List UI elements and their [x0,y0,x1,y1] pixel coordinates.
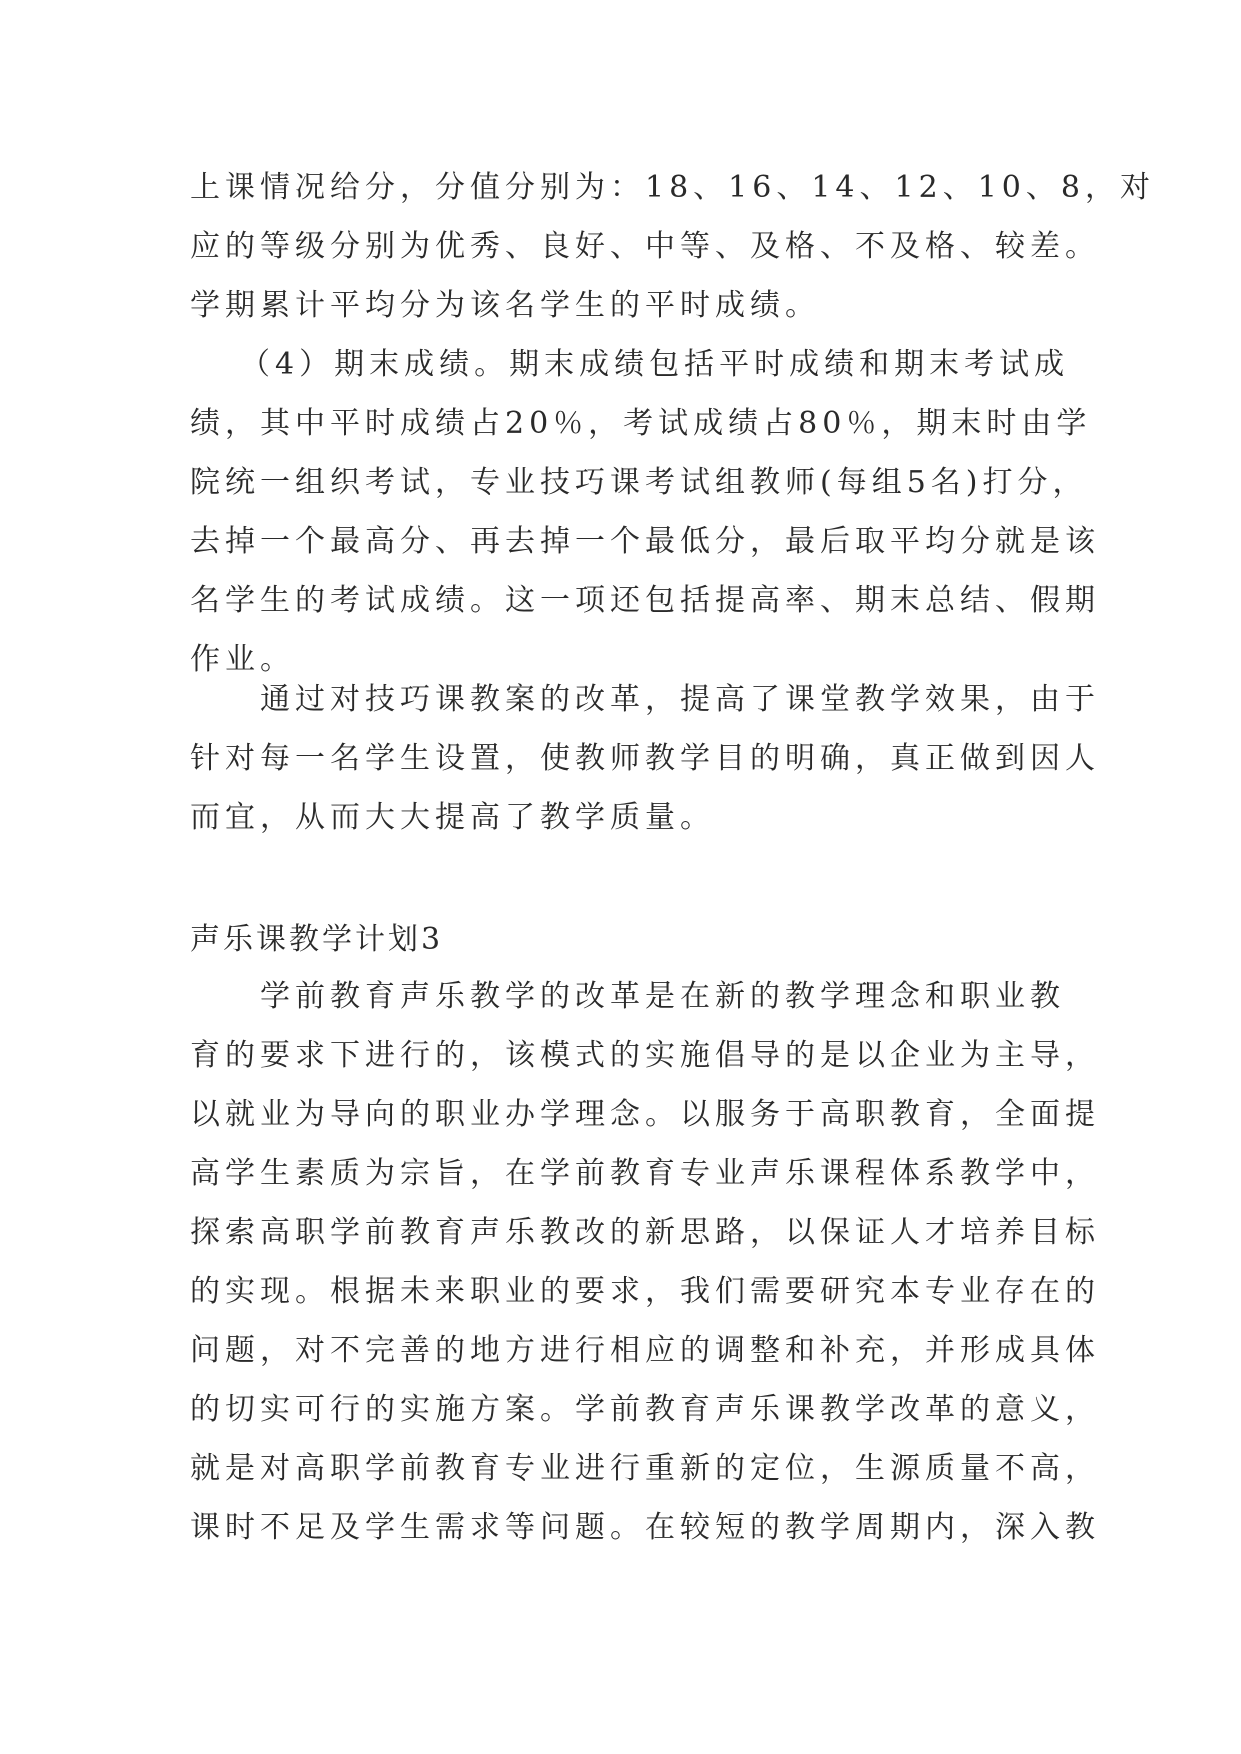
section-heading: 声乐课教学计划3 [190,922,444,957]
text-line: 学期累计平均分为该名学生的平时成绩。 [190,288,820,323]
text-line: （4）期末成绩。期末成绩包括平时成绩和期末考试成 [240,347,1070,382]
text-line: 育的要求下进行的，该模式的实施倡导的是以企业为主导， [190,1038,1100,1073]
text-line: 去掉一个最高分、再去掉一个最低分，最后取平均分就是该 [190,524,1100,559]
text-line: 高学生素质为宗旨，在学前教育专业声乐课程体系教学中， [190,1156,1100,1191]
text-line: 名学生的考试成绩。这一项还包括提高率、期末总结、假期 [190,583,1100,618]
text-line: 就是对高职学前教育专业进行重新的定位，生源质量不高， [190,1451,1100,1486]
text-line: 作业。 [190,642,295,677]
document-body-top [190,158,1155,689]
text-line: 院统一组织考试，专业技巧课考试组教师(每组5名)打分， [190,465,1088,500]
text-line: 课时不足及学生需求等问题。在较短的教学周期内，深入教 [190,1510,1100,1545]
text-line: 以就业为导向的职业办学理念。以服务于高职教育，全面提 [190,1097,1100,1132]
text-line: 绩，其中平时成绩占20％，考试成绩占80％，期末时由学 [190,406,1092,441]
text-line: 应的等级分别为优秀、良好、中等、及格、不及格、较差。 [190,229,1100,264]
text-line: 探索高职学前教育声乐教改的新思路，以保证人才培养目标 [190,1215,1100,1250]
paragraph-conclusion [190,670,1100,847]
text-line: 学前教育声乐教学的改革是在新的教学理念和职业教 [260,979,1065,1014]
text-line: 问题，对不完善的地方进行相应的调整和补充，并形成具体 [190,1333,1100,1368]
paragraph-section [190,967,1100,1557]
paragraph-final-grade [190,335,1100,689]
text-line: 通过对技巧课教案的改革，提高了课堂教学效果，由于 [260,682,1100,717]
text-line: 针对每一名学生设置，使教师教学目的明确，真正做到因人 [190,741,1100,776]
text-line: 上课情况给分，分值分别为：18、16、14、12、10、8，对 [190,170,1155,205]
text-line: 的实现。根据未来职业的要求，我们需要研究本专业存在的 [190,1274,1100,1309]
paragraph-continued [190,158,1155,335]
text-line: 的切实可行的实施方案。学前教育声乐课教学改革的意义， [190,1392,1100,1427]
text-line: 而宜，从而大大提高了教学质量。 [190,800,715,835]
